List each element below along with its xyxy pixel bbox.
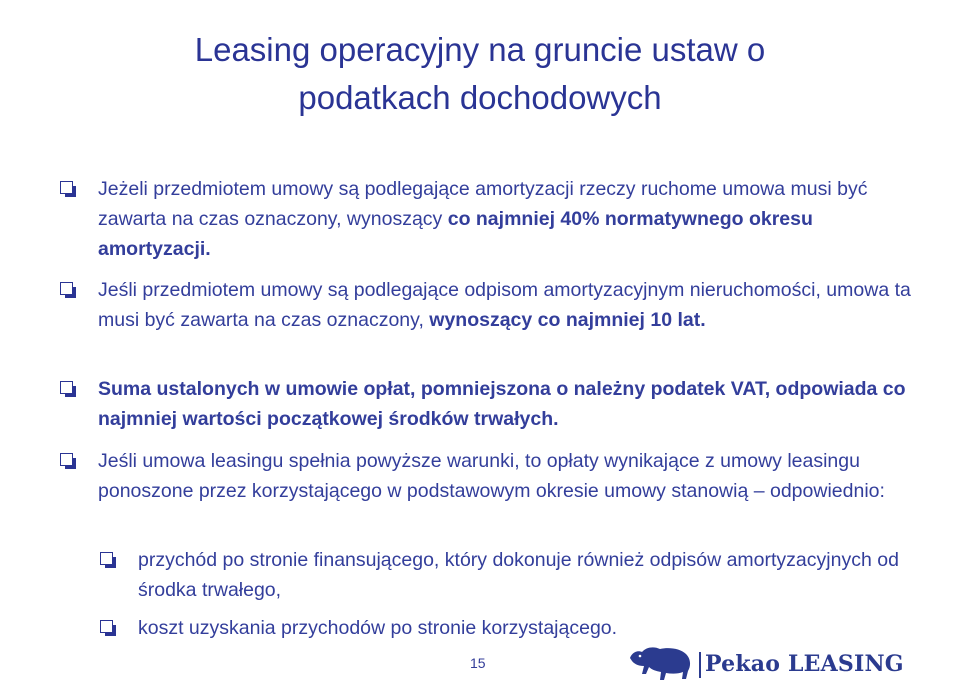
checkbox-bullet-icon xyxy=(100,552,113,565)
slide-title xyxy=(0,26,960,122)
sub-bullet-1 xyxy=(100,545,920,605)
bullet-1-text: Jeżeli przedmiotem umowy są podlegające amortyzacji rzeczy ruchome umowa musi być zawarta na czas oznaczony, wynoszący xyxy=(98,178,868,230)
bullet-2-bold: wynoszący co najmniej 10 lat. xyxy=(429,309,706,331)
sub-bullet-2-text: koszt uzyskania przychodów po stronie korzystającego. xyxy=(138,617,618,639)
bullet-2-text: Jeśli przedmiotem umowy są podlegające odpisom amortyzacyjnym nieruchomości, umowa ta musi być zawarta na czas oznaczony, xyxy=(98,279,911,331)
bullet-1 xyxy=(60,174,915,264)
checkbox-bullet-icon xyxy=(100,620,113,633)
logo-text: Pekao LEASING xyxy=(705,651,904,677)
checkbox-bullet-icon xyxy=(60,282,73,295)
bullet-4 xyxy=(60,446,915,506)
bullet-1-bold: co najmniej 40% normatywnego okresu amortyzacji. xyxy=(98,208,813,260)
bison-icon xyxy=(630,647,690,680)
sub-bullet-1-text: przychód po stronie finansującego, który dokonuje również odpisów amortyzacyjnych od środka trwałego, xyxy=(138,549,899,601)
bullet-3-bold: Suma ustalonych w umowie opłat, pomniejszona o należny podatek VAT, odpowiada co najmniej wartości początkowej środków trwałych. xyxy=(98,378,906,430)
sub-bullet-2 xyxy=(100,613,920,643)
page-number: 15 xyxy=(470,655,486,671)
checkbox-bullet-icon xyxy=(60,381,73,394)
slide-title-line-2: podatkach dochodowych xyxy=(298,79,662,116)
checkbox-bullet-icon xyxy=(60,181,73,194)
bullet-4-text: Jeśli umowa leasingu spełnia powyższe warunki, to opłaty wynikające z umowy leasingu ponoszone przez korzystającego w podstawowym okresie umowy stanowią – odpowiednio: xyxy=(98,450,885,502)
slide-title-line-1: Leasing operacyjny na gruncie ustaw o xyxy=(194,31,766,68)
logo-divider xyxy=(699,652,701,678)
checkbox-bullet-icon xyxy=(60,453,73,466)
bullet-3 xyxy=(60,374,915,434)
bullet-2 xyxy=(60,275,915,335)
